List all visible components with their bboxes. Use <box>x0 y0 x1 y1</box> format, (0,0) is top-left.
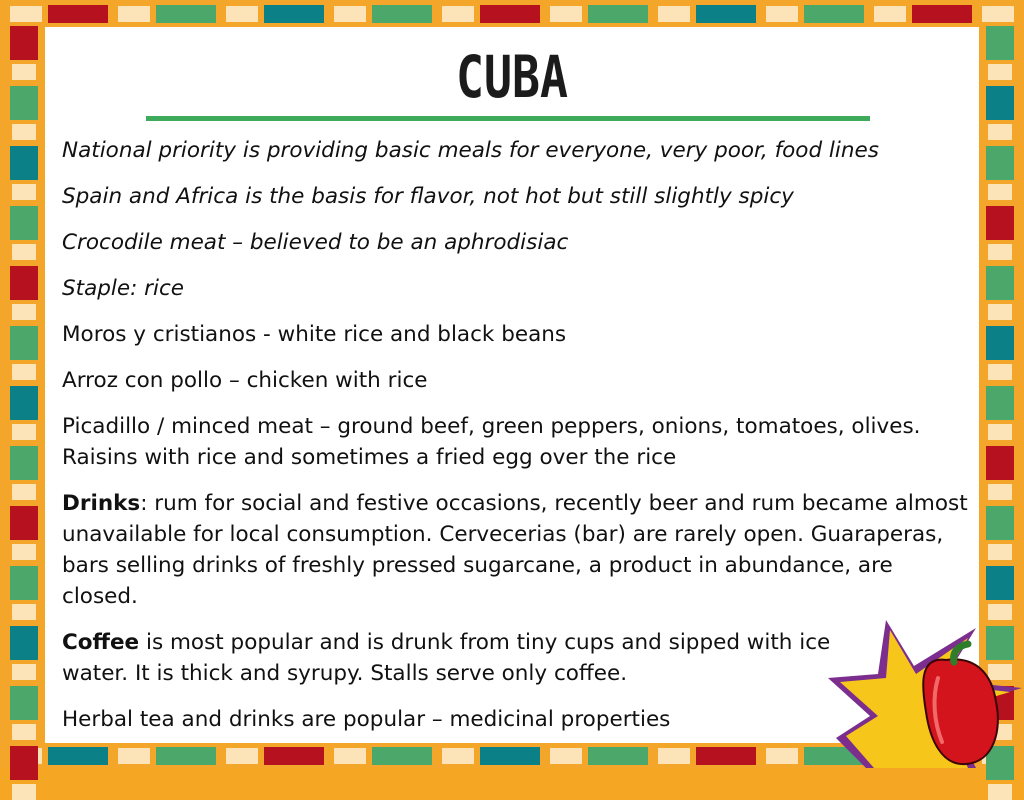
border-tile <box>988 424 1012 440</box>
border-tile <box>986 206 1014 240</box>
border-tile <box>334 748 366 764</box>
border-tile <box>12 784 36 800</box>
border-tile <box>442 748 474 764</box>
border-tile <box>658 748 690 764</box>
border-tile <box>988 304 1012 320</box>
border-tile <box>986 86 1014 120</box>
svg-text:CUBA: CUBA <box>456 43 568 111</box>
border-tile <box>988 64 1012 80</box>
border-tile <box>986 446 1014 480</box>
border-tile <box>10 566 38 600</box>
border-tile <box>986 26 1014 60</box>
bullet-flavor-basis: Spain and Africa is the basis for flavor, not hot but still slightly spicy <box>62 184 794 209</box>
border-tile <box>10 506 38 540</box>
bullet-staple-rice: Staple: rice <box>62 276 185 301</box>
border-tile <box>988 784 1012 800</box>
border-tile <box>372 5 432 23</box>
coffee-text: is most popular and is drunk from tiny cups and sipped with ice water. It is thick and syrupy. Stalls serve only coffee. <box>62 630 831 686</box>
border-tile <box>550 748 582 764</box>
border-tile <box>10 86 38 120</box>
border-tile <box>10 446 38 480</box>
border-tile <box>12 364 36 380</box>
border-tile <box>334 6 366 22</box>
border-tile <box>986 566 1014 600</box>
bullet-herbal-tea: Herbal tea and drinks are popular – medicinal properties <box>62 707 671 732</box>
border-tile <box>988 244 1012 260</box>
border-tile <box>10 26 38 60</box>
border-tile <box>988 124 1012 140</box>
border-tile <box>988 544 1012 560</box>
border-tile <box>118 6 150 22</box>
border-tile <box>986 506 1014 540</box>
bullet-picadillo: Picadillo / minced meat – ground beef, green peppers, onions, tomatoes, olives. Raisins with rice and sometimes a fried egg over the rice <box>62 414 921 470</box>
bullet-crocodile-meat: Crocodile meat – believed to be an aphrodisiac <box>62 230 569 255</box>
border-tile <box>10 206 38 240</box>
border-tile <box>12 244 36 260</box>
bullet-drinks <box>62 488 974 612</box>
border-tile <box>10 146 38 180</box>
border-tile <box>12 544 36 560</box>
coffee-label: Coffee <box>62 630 140 655</box>
border-tile <box>10 686 38 720</box>
border-tile <box>982 6 1014 22</box>
border-tile <box>10 326 38 360</box>
border-tile <box>986 146 1014 180</box>
border-tile <box>988 184 1012 200</box>
border-tile <box>10 266 38 300</box>
border-tile <box>988 484 1012 500</box>
border-tile <box>10 626 38 660</box>
border-tile <box>988 364 1012 380</box>
border-tile <box>912 5 972 23</box>
border-tile <box>12 304 36 320</box>
border-tile <box>480 5 540 23</box>
border-tile <box>12 124 36 140</box>
border-tile <box>226 748 258 764</box>
border-tile <box>874 6 906 22</box>
border-tile <box>10 746 38 780</box>
border-tile <box>156 5 216 23</box>
border-tile <box>12 724 36 740</box>
border-tile <box>10 6 42 22</box>
border-tile <box>12 664 36 680</box>
border-tile <box>658 6 690 22</box>
border-tile <box>986 266 1014 300</box>
border-tile <box>12 604 36 620</box>
drinks-label: Drinks <box>62 491 141 516</box>
bullet-national-priority: National priority is providing basic meals for everyone, very poor, food lines <box>62 138 879 163</box>
border-tile <box>588 5 648 23</box>
border-tile <box>766 6 798 22</box>
border-tile <box>226 6 258 22</box>
border-tile <box>442 6 474 22</box>
bullet-arroz-con-pollo: Arroz con pollo – chicken with rice <box>62 368 428 393</box>
border-tile <box>12 64 36 80</box>
border-tile <box>766 748 798 764</box>
border-tile <box>696 5 756 23</box>
border-tile <box>264 5 324 23</box>
border-tile <box>986 326 1014 360</box>
title-underline <box>146 116 870 121</box>
bullet-coffee <box>62 627 842 689</box>
border-tile <box>12 184 36 200</box>
border-tile <box>12 424 36 440</box>
drinks-text: : rum for social and festive occasions, recently beer and rum became almost unavailable for local consumption. Cervecerias (bar) are rarely open. Guaraperas, bars selling drinks of freshly pressed sugarcane, a product in abundance, are closed. <box>62 491 968 609</box>
border-tile <box>118 748 150 764</box>
border-tile <box>12 484 36 500</box>
border-tile <box>804 5 864 23</box>
cuba-title-lettering <box>452 41 572 111</box>
slide-title <box>45 41 979 111</box>
red-pepper-icon <box>826 618 1024 768</box>
border-tile <box>986 386 1014 420</box>
bullet-moros-y-cristianos: Moros y cristianos - white rice and black beans <box>62 322 567 347</box>
border-tile <box>10 386 38 420</box>
border-tile <box>48 5 108 23</box>
border-tile <box>550 6 582 22</box>
